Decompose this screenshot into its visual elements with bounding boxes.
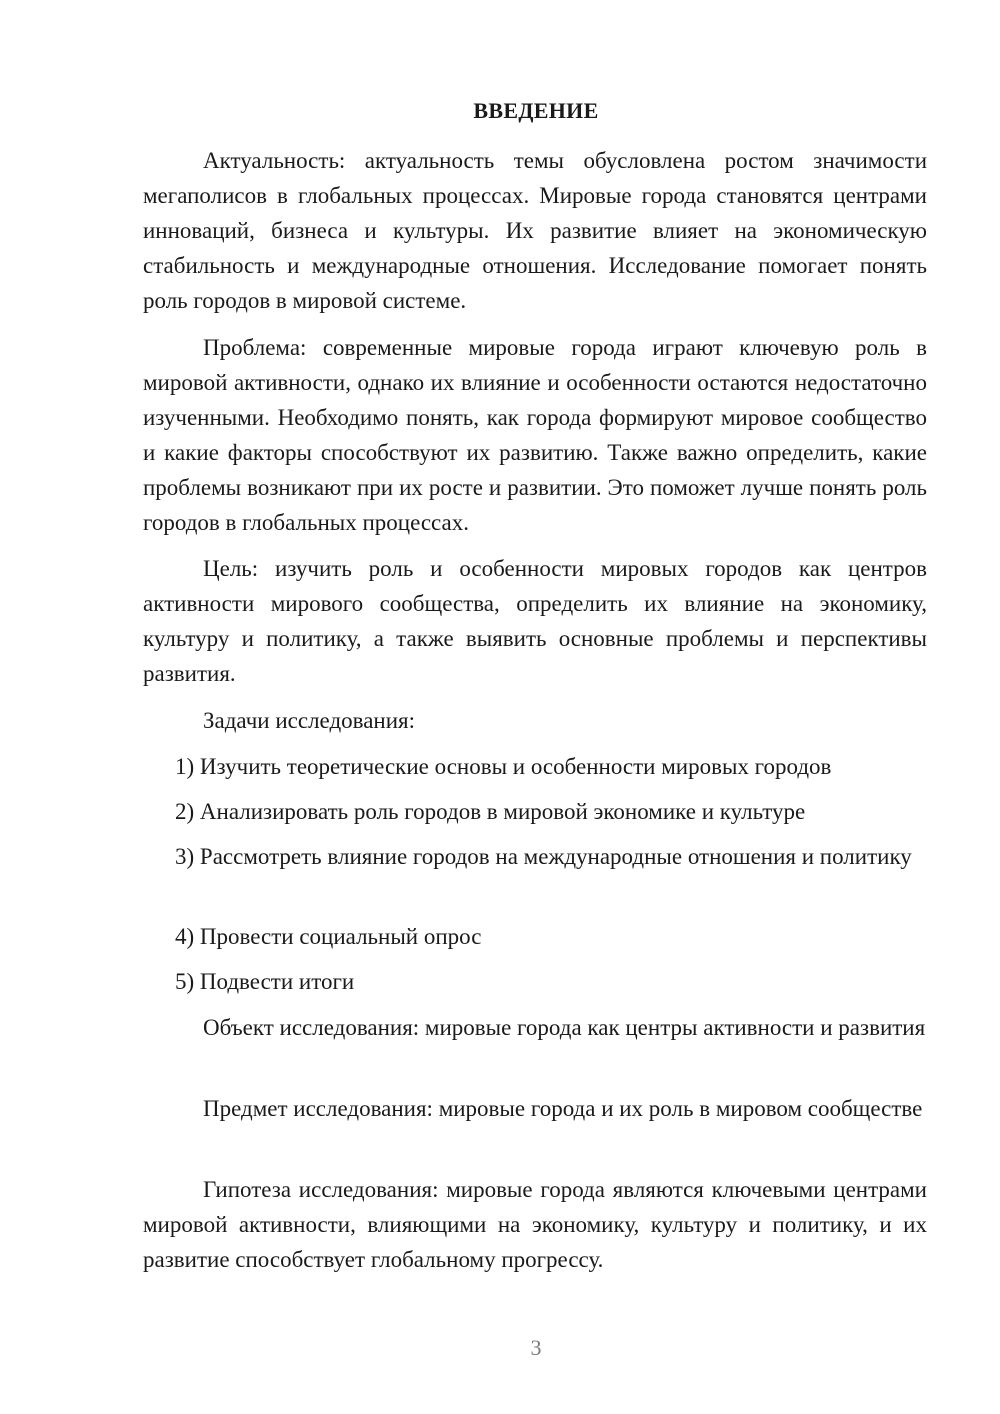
task-item: 4) Провести социальный опрос (175, 924, 482, 949)
task-item: 3) Рассмотреть влияние городов на международные отношения и политику (175, 844, 912, 869)
page-number: 3 (530, 1335, 542, 1360)
paragraph-hypothesis: Гипотеза исследования: мировые города являются ключевыми центрами мировой активности, влияющими на экономику, культуру и политику, и их развитие способствует глобальному прогрессу. (143, 1177, 927, 1272)
page-title: ВВЕДЕНИЕ (473, 98, 599, 123)
task-item: 1) Изучить теоретические основы и особенности мировых городов (175, 754, 832, 779)
paragraph-problem: Проблема: современные мировые города играют ключевую роль в мировой активности, однако их влияние и особенности остаются недостаточно изученными. Необходимо понять, как города формируют мировое сообщество и какие факторы способствуют их развитию. Также важно определить, какие проблемы возникают при их росте и развитии. Это поможет лучше понять роль городов в глобальных процессах. (143, 335, 927, 535)
tasks-heading: Задачи исследования: (203, 708, 416, 733)
paragraph-object: Объект исследования: мировые города как центры активности и развития (203, 1015, 926, 1040)
paragraph-relevance: Актуальность: актуальность темы обусловлена ростом значимости мегаполисов в глобальных процессах. Мировые города становятся центрами инноваций, бизнеса и культуры. Их развитие влияет на экономическую стабильность и международные отношения. Исследование помогает понять роль городов в мировой системе. (143, 148, 927, 313)
paragraph-goal: Цель: изучить роль и особенности мировых городов как центров активности мирового сообщества, определить их влияние на экономику, культуру и политику, а также выявить основные проблемы и перспективы развития. (143, 556, 927, 686)
paragraph-subject: Предмет исследования: мировые города и их роль в мировом сообществе (203, 1096, 923, 1121)
task-item: 2) Анализировать роль городов в мировой экономике и культуре (175, 799, 806, 824)
task-item: 5) Подвести итоги (175, 969, 355, 994)
